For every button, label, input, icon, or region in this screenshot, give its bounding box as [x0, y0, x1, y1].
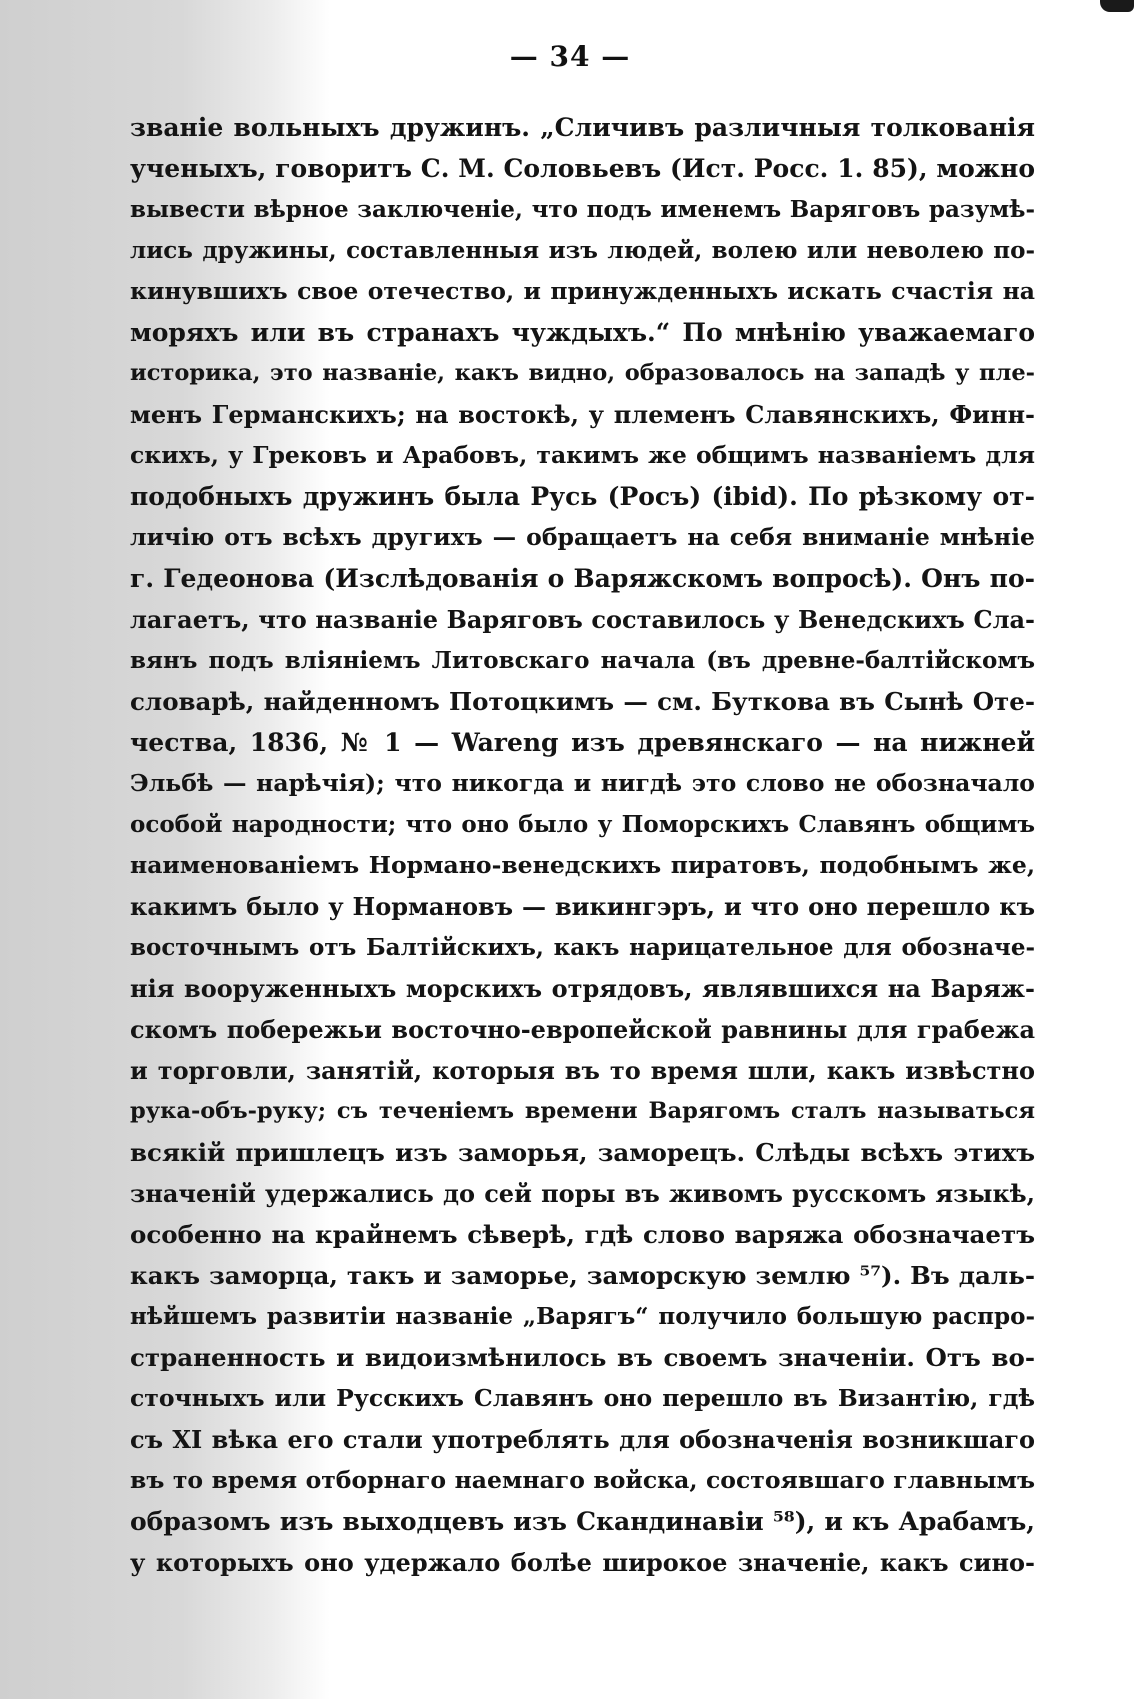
scan-artifact	[1100, 0, 1134, 12]
text-line: всякій пришлецъ изъ заморья, заморецъ. Слѣды всѣхъ этихъ	[130, 1138, 1035, 1167]
body-text	[130, 107, 1035, 1583]
text-line: значеній удержались до сей поры въ живомъ русскомъ языкѣ,	[130, 1179, 1035, 1208]
text-line: особой народности; что оно было у Поморскихъ Славянъ общимъ	[130, 811, 1035, 838]
text-line: лагаетъ, что названіе Варяговъ составилось у Венедскихъ Сла-	[130, 605, 1035, 634]
text-line: менъ Германскихъ; на востокѣ, у племенъ Славянскихъ, Финн-	[130, 400, 1035, 429]
text-line: званіе вольныхъ дружинъ. „Сличивъ различныя толкованія	[130, 113, 1035, 142]
text-line: образомъ изъ выходцевъ изъ Скандинавіи ⁵⁸), и къ Арабамъ,	[130, 1507, 1035, 1536]
page-number: — 34 —	[509, 40, 631, 73]
text-line: нія вооруженныхъ морскихъ отрядовъ, являвшихся на Варяж-	[130, 974, 1035, 1003]
text-line: сточныхъ или Русскихъ Славянъ оно перешло въ Византію, гдѣ	[130, 1384, 1035, 1412]
text-line: словарѣ, найденномъ Потоцкимъ — см. Буткова въ Сынѣ Оте-	[130, 687, 1035, 716]
text-line: съ XI вѣка его стали употреблять для обозначенія возникшаго	[130, 1425, 1035, 1454]
text-line: у которыхъ оно удержало болѣе широкое значеніе, какъ сино-	[130, 1548, 1035, 1577]
text-line: и торговли, занятій, которыя въ то время шли, какъ извѣстно	[130, 1056, 1035, 1085]
text-line: историка, это названіе, какъ видно, образовалось на западѣ у пле-	[130, 360, 1035, 386]
text-line: восточнымъ отъ Балтійскихъ, какъ нарицательное для обозначе-	[130, 934, 1035, 961]
text-line: подобныхъ дружинъ была Русь (Росъ) (ibid). По рѣзкому от-	[130, 482, 1035, 511]
text-line: какъ заморца, такъ и заморье, заморскую землю ⁵⁷). Въ даль-	[130, 1261, 1035, 1290]
text-line: скомъ побережьи восточно-европейской равнины для грабежа	[130, 1015, 1035, 1044]
text-line: нѣйшемъ развитіи названіе „Варягъ“ получило большую распро-	[130, 1303, 1035, 1330]
text-line: какимъ было у Нормановъ — викингэръ, и что оно перешло къ	[130, 892, 1035, 921]
text-line: скихъ, у Грековъ и Арабовъ, такимъ же общимъ названіемъ для	[130, 441, 1035, 469]
text-line: моряхъ или въ странахъ чуждыхъ.“ По мнѣнію уважаемаго	[130, 318, 1035, 347]
text-line: наименованіемъ Нормано-венедскихъ пиратовъ, подобнымъ же,	[130, 851, 1035, 879]
text-line: особенно на крайнемъ сѣверѣ, гдѣ слово варяжа обозначаетъ	[130, 1220, 1035, 1249]
text-line: г. Гедеонова (Изслѣдованія о Варяжскомъ вопросѣ). Онъ по-	[130, 564, 1035, 593]
text-line: рука-объ-руку; съ теченіемъ времени Варягомъ сталъ называться	[130, 1098, 1035, 1124]
text-line: кинувшихъ свое отечество, и принужденныхъ искать счастія на	[130, 277, 1035, 305]
text-line: вянъ подъ вліяніемъ Литовскаго начала (въ древне-балтійскомъ	[130, 647, 1035, 674]
text-line: страненность и видоизмѣнилось въ своемъ значеніи. Отъ во-	[130, 1343, 1035, 1372]
text-line: вывести вѣрное заключеніе, что подъ именемъ Варяговъ разумѣ-	[130, 196, 1035, 223]
text-line: въ то время отборнаго наемнаго войска, состоявшаго главнымъ	[130, 1466, 1035, 1494]
text-line: личію отъ всѣхъ другихъ — обращаетъ на себя вниманіе мнѣніе	[130, 523, 1035, 551]
text-line: Эльбѣ — нарѣчія); что никогда и нигдѣ это слово не обозначало	[130, 769, 1035, 797]
text-line: чества, 1836, № 1 — Wareng изъ древянскаго — на нижней	[130, 728, 1035, 757]
text-line: ученыхъ, говоритъ С. М. Соловьевъ (Ист. Росс. 1. 85), можно	[130, 154, 1035, 183]
text-line: лись дружины, составленныя изъ людей, волею или неволею по-	[130, 237, 1035, 264]
